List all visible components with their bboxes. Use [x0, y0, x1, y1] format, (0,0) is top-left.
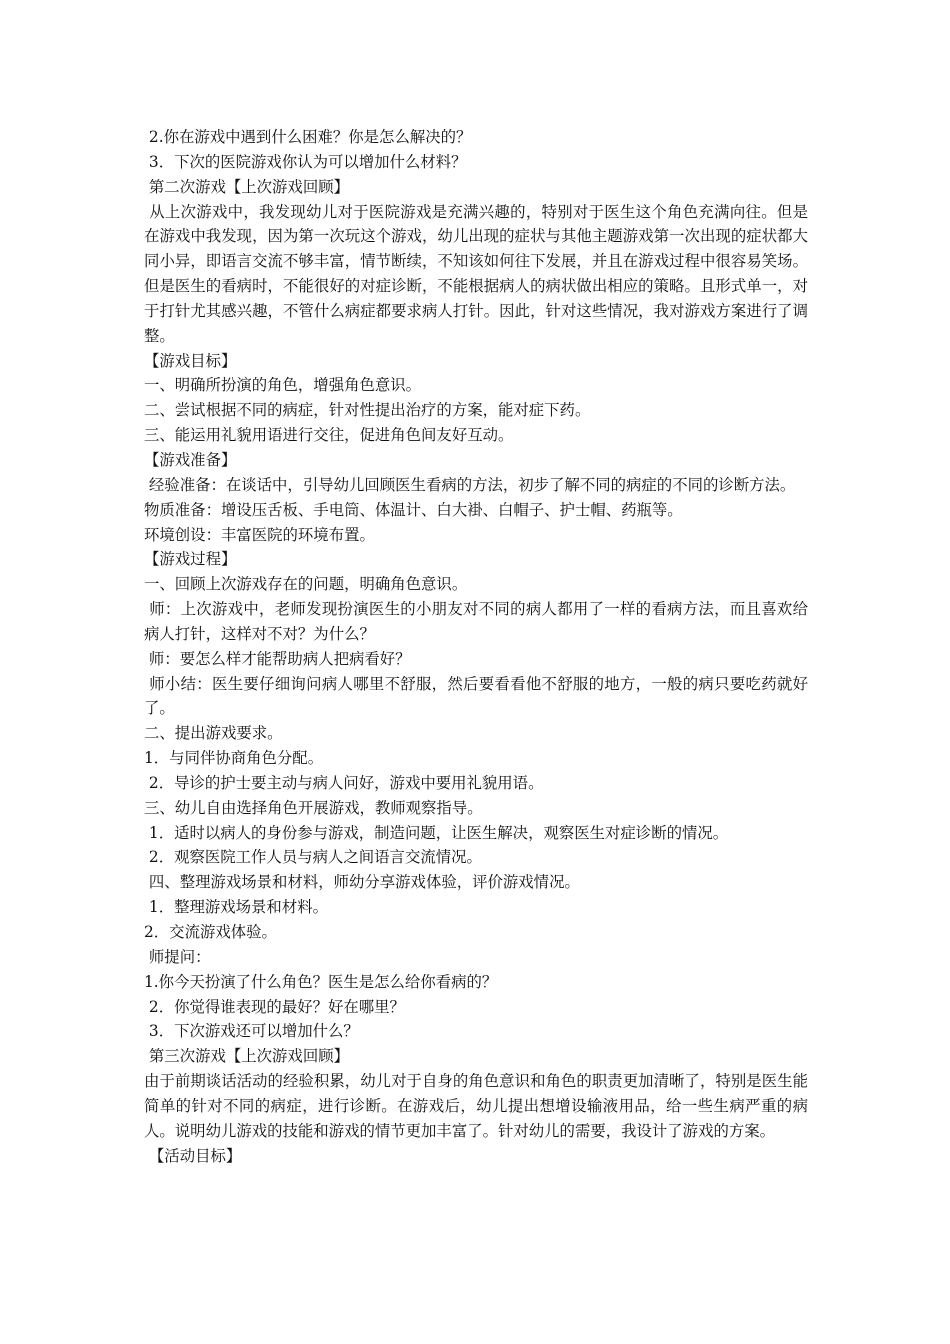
document-body [144, 125, 808, 1168]
document-paragraph: 2．你觉得谁表现的最好？好在哪里？ [144, 997, 405, 1016]
document-paragraph: 四、整理游戏场景和材料，师幼分享游戏体验，评价游戏情况。 [144, 873, 580, 892]
document-paragraph: 1．适时以病人的身份参与游戏，制造问题，让医生解决，观察医生对症诊断的情况。 [144, 823, 729, 842]
document-paragraph: 第二次游戏【上次游戏回顾】 [144, 177, 349, 196]
document-paragraph: 环境创设：丰富医院的环境布置。 [144, 525, 375, 544]
document-paragraph: 师：上次游戏中，老师发现扮演医生的小朋友对不同的病人都用了一样的看病方法，而且喜欢给病人打针，这样对不对？为什么？ [144, 600, 808, 643]
document-paragraph: 3．下次的医院游戏你认为可以增加什么材料？ [144, 152, 467, 171]
document-paragraph: 物质准备：增设压舌板、手电筒、体温计、白大褂、白帽子、护士帽、药瓶等。 [144, 500, 683, 519]
document-paragraph: 【活动目标】 [144, 1146, 242, 1165]
document-paragraph: 第三次游戏【上次游戏回顾】 [144, 1047, 349, 1066]
document-paragraph: 2．交流游戏体验。 [144, 923, 277, 941]
document-paragraph: 一、明确所扮演的角色，增强角色意识。 [144, 376, 422, 395]
document-paragraph: 【游戏目标】 [144, 351, 237, 370]
document-paragraph: 3．下次游戏还可以增加什么？ [144, 1022, 359, 1041]
document-paragraph: 2.你在游戏中遇到什么困难？你是怎么解决的？ [144, 128, 472, 146]
document-paragraph: 1.你今天扮演了什么角色？医生是怎么给你看病的？ [144, 972, 498, 991]
document-paragraph: 1．整理游戏场景和材料。 [144, 898, 328, 917]
document-paragraph: 三、能运用礼貌用语进行交往，促进角色间友好互动。 [144, 426, 514, 445]
document-paragraph: 2．观察医院工作人员与病人之间语言交流情况。 [144, 848, 482, 867]
document-paragraph: 从上次游戏中，我发现幼儿对于医院游戏是充满兴趣的，特别对于医生这个角色充满向往。但是在游戏中我发现，因为第一次玩这个游戏，幼儿出现的症状与其他主题游戏第一次出现的症状都大同小异，即语言交流不够丰富，情节断续，不知该如何往下发展，并且在游戏过程中很容易笑场。但是医生的看病时，不能很好的对症诊断，不能根据病人的病状做出相应的策略。且形式单一，对于打针尤其感兴趣，不管什么病症都要求病人打针。因此，针对这些情况，我对游戏方案进行了调整。 [144, 202, 808, 345]
document-paragraph: 师小结：医生要仔细询问病人哪里不舒服，然后要看看他不舒服的地方，一般的病只要吃药就好了。 [144, 674, 808, 718]
document-paragraph: 1．与同伴协商角色分配。 [144, 749, 324, 768]
document-paragraph: 2．导诊的护士要主动与病人问好，游戏中要用礼貌用语。 [144, 773, 544, 792]
document-paragraph: 经验准备：在谈话中，引导幼儿回顾医生看病的方法，初步了解不同的病症的不同的诊断方法。 [144, 475, 796, 494]
document-paragraph: 三、幼儿自由选择角色开展游戏，教师观察指导。 [144, 798, 483, 817]
document-paragraph: 师提问： [144, 947, 211, 966]
document-paragraph: 二、提出游戏要求。 [144, 724, 283, 743]
document-paragraph: 由于前期谈话活动的经验积累，幼儿对于自身的角色意识和角色的职责更加清晰了，特别是医生能简单的针对不同的病症，进行诊断。在游戏后，幼儿提出想增设输液用品，给一些生病严重的病人。说明幼儿游戏的技能和游戏的情节更加丰富了。针对幼儿的需要，我设计了游戏的方案。 [144, 1072, 808, 1140]
document-paragraph: 【游戏准备】 [144, 450, 237, 469]
document-paragraph: 一、回顾上次游戏存在的问题，明确角色意识。 [144, 575, 468, 594]
document-paragraph: 二、尝试根据不同的病症，针对性提出治疗的方案，能对症下药。 [144, 401, 591, 420]
document-paragraph: 【游戏过程】 [144, 550, 237, 569]
document-paragraph: 师：要怎么样才能帮助病人把病看好？ [144, 649, 411, 668]
